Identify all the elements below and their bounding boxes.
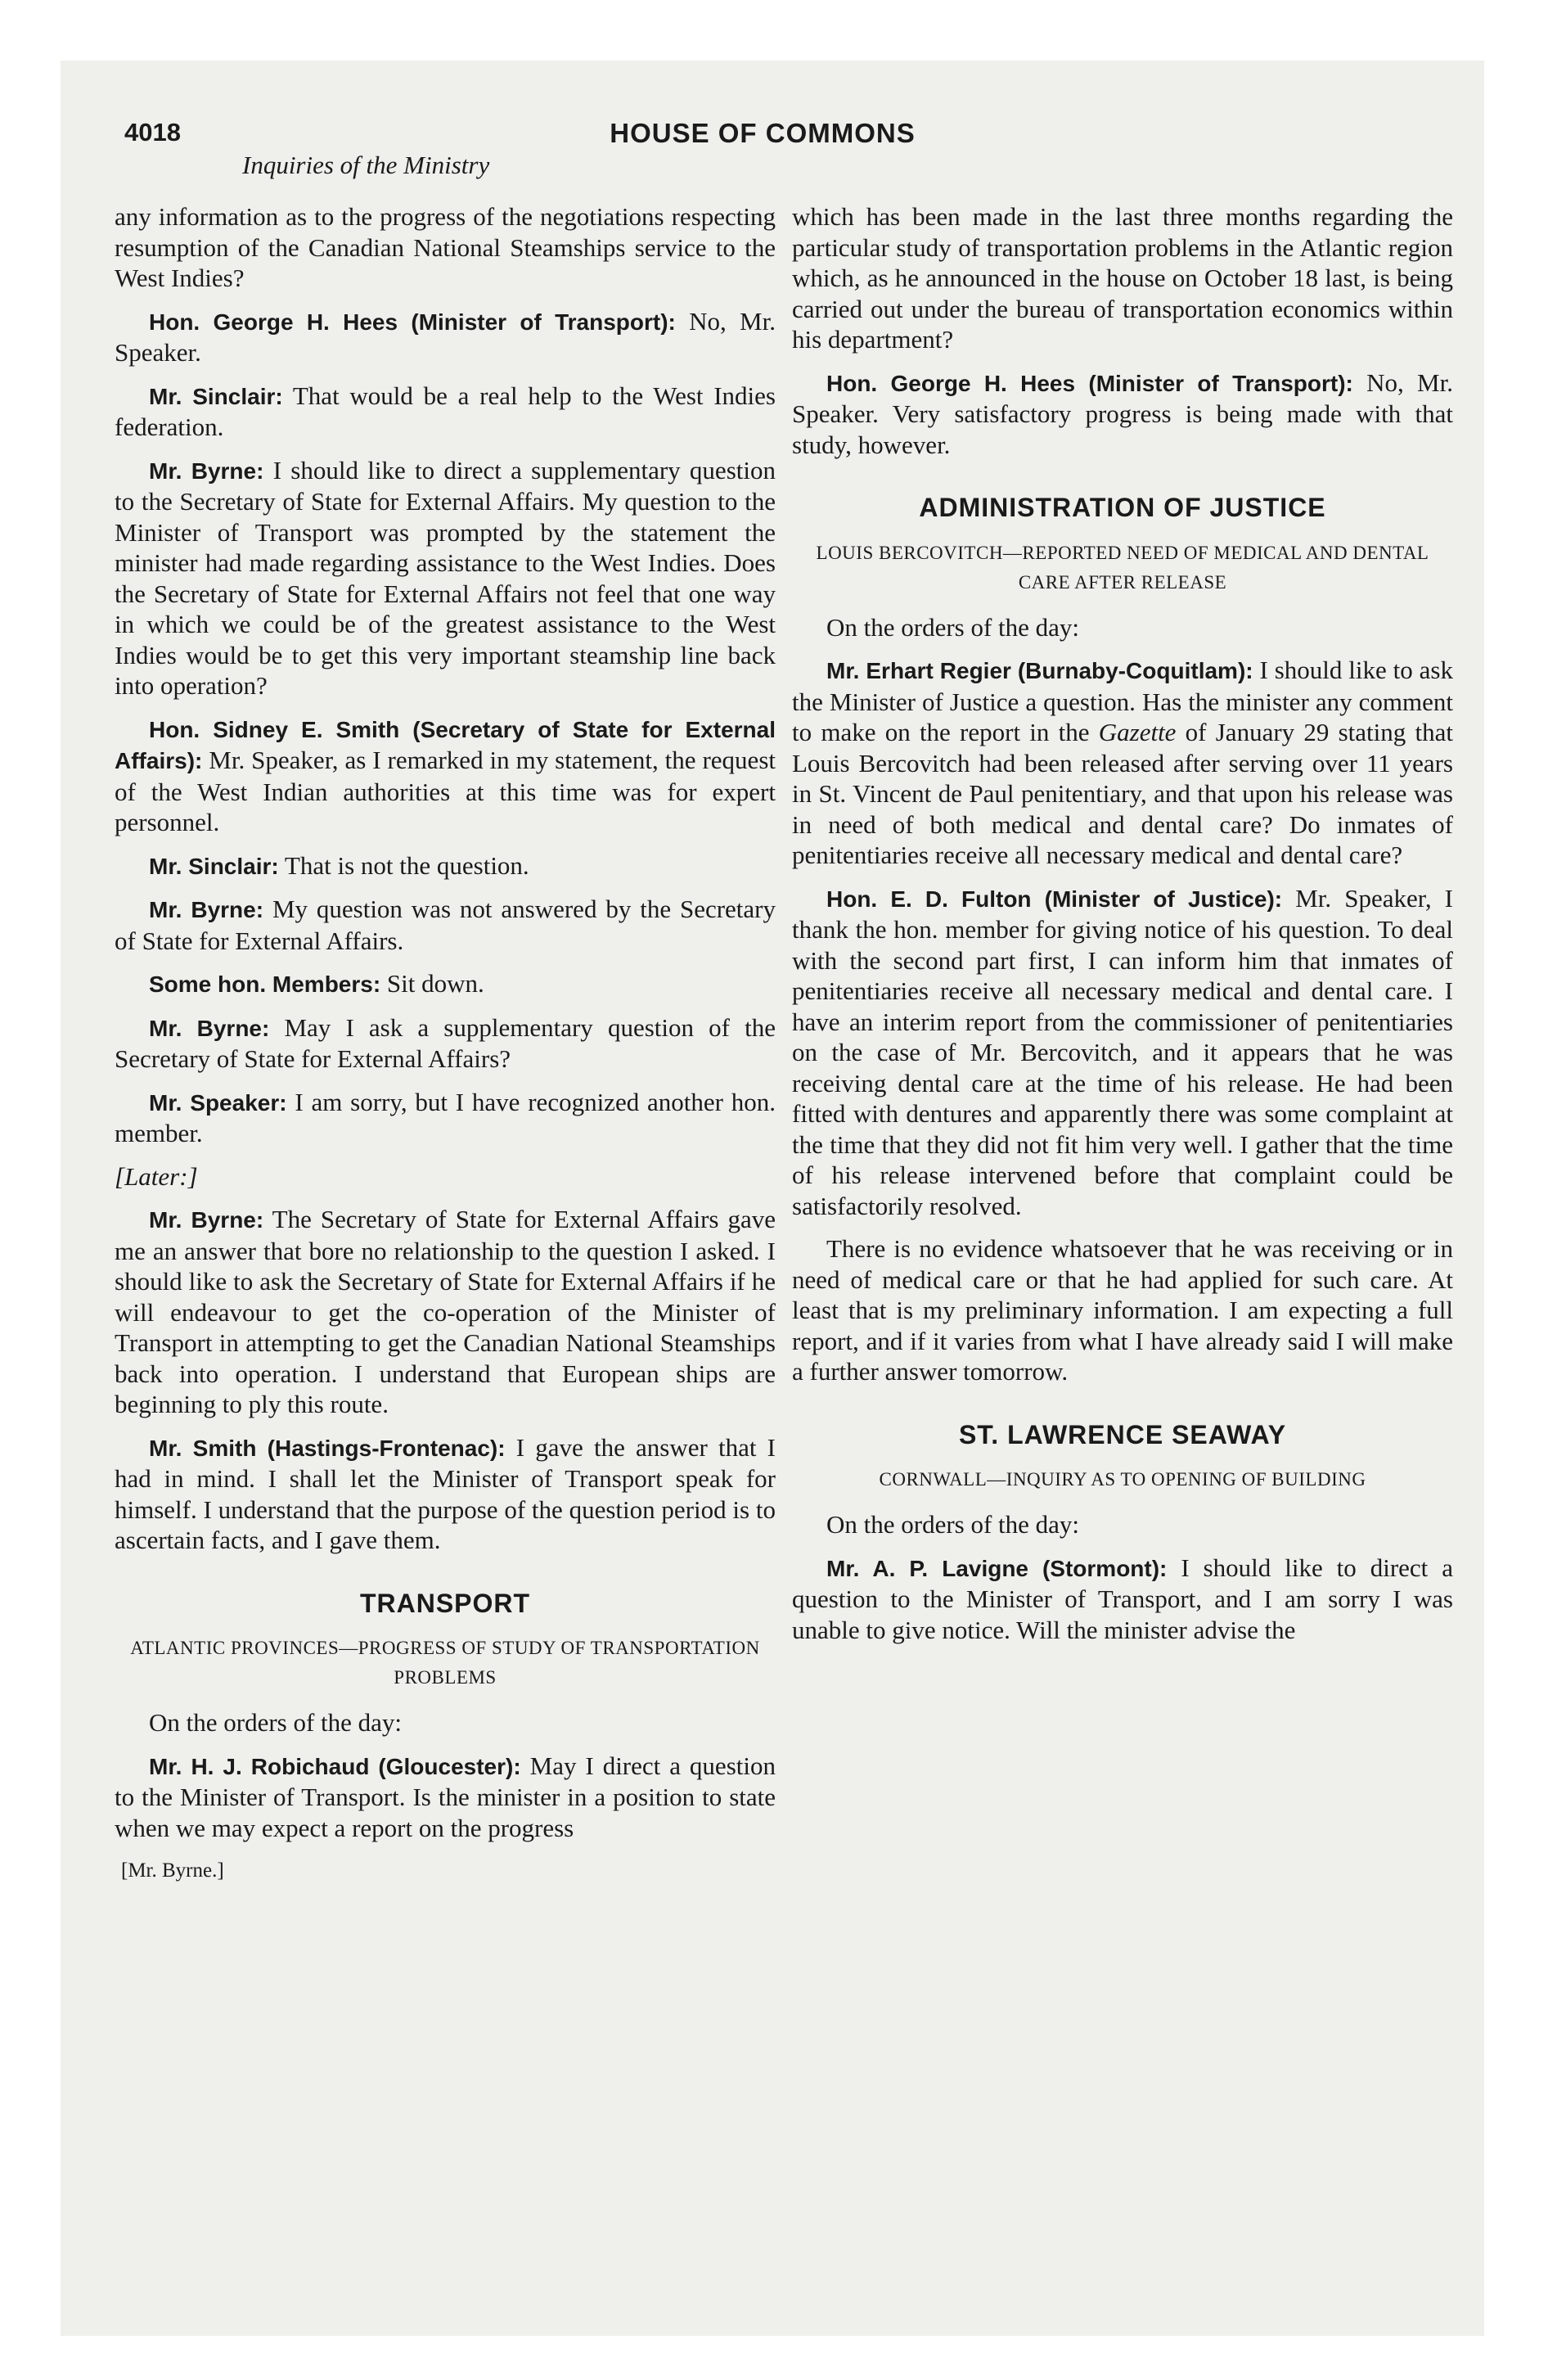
paragraph: [115, 1204, 776, 1420]
section-heading: ST. LAWRENCE SEAWAY: [958, 1419, 1287, 1449]
section-heading: ADMINISTRATION OF JUSTICE: [919, 493, 1326, 522]
speech-text: Sit down.: [380, 969, 484, 998]
speaker-name: Mr. Byrne:: [149, 897, 264, 922]
speech-text: Mr. Speaker, I thank the hon. member for giving notice of his question. To deal with the second part first, I can inform him that inmates of penitentiaries receive all necessary medical and dental care. I have an interim report from the commissioner of penitentiaries on the case of Mr. Bercovitch, and it appears that he was receiving dental care at the time of his release. He had been fitted with dentures and apparently there was some complaint at the time that they did not fit him very well. I gather that the time of his release intervened before that complaint could be satisfactorily resolved.: [792, 883, 1453, 1220]
speech-text: I am sorry, but I have recognized another hon. member.: [115, 1087, 776, 1147]
speech-text: No, Mr. Speaker.: [115, 306, 776, 367]
paragraph: [115, 381, 776, 443]
document-page: [61, 61, 1484, 2336]
speech-text: No, Mr. Speaker. Very satisfactory progress is being made with that study, however.: [792, 367, 1453, 459]
later-marker: [Later:]: [115, 1161, 198, 1191]
paragraph: [115, 714, 776, 838]
section-subheading: CORNWALL—INQUIRY AS TO OPENING OF BUILDING: [879, 1469, 1366, 1490]
paragraph: [115, 1087, 776, 1149]
speaker-name: Mr. H. J. Robichaud (Gloucester):: [149, 1753, 521, 1779]
orders-of-the-day: On the orders of the day:: [826, 612, 1080, 642]
speech-text: That is not the question.: [278, 850, 529, 880]
speech-text: I should like to ask the Minister of Justice a question. Has the minister any comment to make on the report in the: [792, 656, 1453, 746]
section-subheading: ATLANTIC PROVINCES—PROGRESS OF STUDY OF TRANSPORTATION PROBLEMS: [130, 1638, 760, 1688]
paragraph: which has been made in the last three months regarding the particular study of transportation problems in the Atlantic region which, as he announced in the house on October 18 last, is being carried out under the bureau of transportation economics within his department?: [792, 202, 1453, 354]
orders-of-the-day: On the orders of the day:: [149, 1708, 403, 1737]
paragraph: [115, 306, 776, 368]
orders-of-the-day: On the orders of the day:: [826, 1510, 1080, 1539]
speaker-name: Mr. Byrne:: [149, 1015, 270, 1041]
speaker-name: Mr. Sinclair:: [149, 383, 283, 409]
speaker-name: Hon. George H. Hees (Minister of Transport):: [149, 309, 676, 335]
speaker-name: Mr. Sinclair:: [149, 853, 279, 879]
paragraph: [792, 1553, 1453, 1646]
paragraph: [792, 367, 1453, 461]
speaker-name: Some hon. Members:: [149, 971, 381, 997]
page-number: 4018: [124, 118, 181, 146]
speech-text: I should like to direct a question to the Minister of Transport, and I am sorry I was unable to give notice. Will the minister advise the: [792, 1553, 1453, 1644]
speaker-name: Mr. Smith (Hastings-Frontenac):: [149, 1435, 506, 1461]
speaker-name: Mr. Speaker:: [149, 1089, 287, 1116]
speaker-name: Hon. George H. Hees (Minister of Transport):: [826, 370, 1353, 396]
section-subheading: LOUIS BERCOVITCH—REPORTED NEED OF MEDICAL AND DENTAL CARE AFTER RELEASE: [816, 542, 1429, 593]
speech-text: I should like to direct a supplementary question to the Secretary of State for External Affairs. My question to the Minister of Transport was prompted by the statement the minister had made regarding assistance to the West Indies. Does the Secretary of State for External Affairs not feel that one way in which we could be of the greatest assistance to the West Indies would be to get this very important steamship line back into operation?: [115, 455, 776, 700]
paragraph: There is no evidence whatsoever that he was receiving or in need of medical care or that he had applied for such care. At least that is my preliminary information. I am expecting a full report, and if it varies from what I have already said I will make a further answer tomorrow.: [792, 1234, 1453, 1386]
gazette-title: Gazette: [1098, 718, 1177, 746]
section-heading: TRANSPORT: [359, 1588, 531, 1618]
speaker-name: Mr. Byrne:: [149, 1207, 264, 1233]
paragraph: any information as to the progress of the negotiations respecting resumption of the Canadian National Steamships service to the West Indies?: [115, 202, 776, 292]
left-column: [115, 201, 776, 1886]
paragraph: [792, 883, 1453, 1222]
speech-text: May I direct a question to the Minister of Transport. Is the minister in a position to state when we may expect a report on the progress: [115, 1751, 776, 1842]
paragraph: [115, 1012, 776, 1075]
speaker-name: Mr. Erhart Regier (Burnaby-Coquitlam):: [826, 658, 1253, 683]
speech-text: That would be a real help to the West Indies federation.: [115, 381, 776, 441]
right-column: [792, 201, 1453, 1657]
speech-text: My question was not answered by the Secretary of State for External Affairs.: [115, 895, 776, 955]
paragraph: [115, 455, 776, 701]
paragraph: [115, 1751, 776, 1844]
paragraph: [115, 894, 776, 956]
section-subhead: Inquiries of the Ministry: [242, 151, 490, 179]
footer-note: [Mr. Byrne.]: [121, 1859, 224, 1882]
paragraph: [792, 655, 1453, 871]
speech-text: May I ask a supplementary question of the Secretary of State for External Affairs?: [115, 1012, 776, 1073]
speaker-name: Mr. Byrne:: [149, 458, 264, 484]
speech-text: Mr. Speaker, as I remarked in my statement, the request of the West Indian authorities at this time was for expert personnel.: [115, 746, 776, 836]
speech-text: The Secretary of State for External Affairs gave me an answer that bore no relationship to the question I asked. I should like to ask the Secretary of State for External Affairs if he will endeavour to get the co-operation of the Minister of Transport in attempting to get the Canadian National Steamships back into operation. I understand that European ships are beginning to ply this route.: [115, 1205, 776, 1418]
running-head: HOUSE OF COMMONS: [610, 118, 916, 148]
speaker-name: Mr. A. P. Lavigne (Stormont):: [826, 1555, 1168, 1581]
paragraph: [115, 1432, 776, 1556]
speech-text: I gave the answer that I had in mind. I shall let the Minister of Transport speak for himself. I understand that the purpose of the question period is to ascertain facts, and I gave them.: [115, 1432, 776, 1554]
paragraph: [115, 850, 776, 882]
speech-text: of January 29 stating that Louis Bercovitch had been released after serving over 11 years in St. Vincent de Paul penitentiary, and that upon his release was in need of both medical and dental care? Do inmates of penitentiaries receive all necessary medical and dental care?: [792, 718, 1453, 869]
paragraph: [115, 968, 776, 1000]
speaker-name: Hon. E. D. Fulton (Minister of Justice):: [826, 886, 1283, 912]
speaker-name: Hon. Sidney E. Smith (Secretary of State for External Affairs):: [115, 716, 776, 773]
